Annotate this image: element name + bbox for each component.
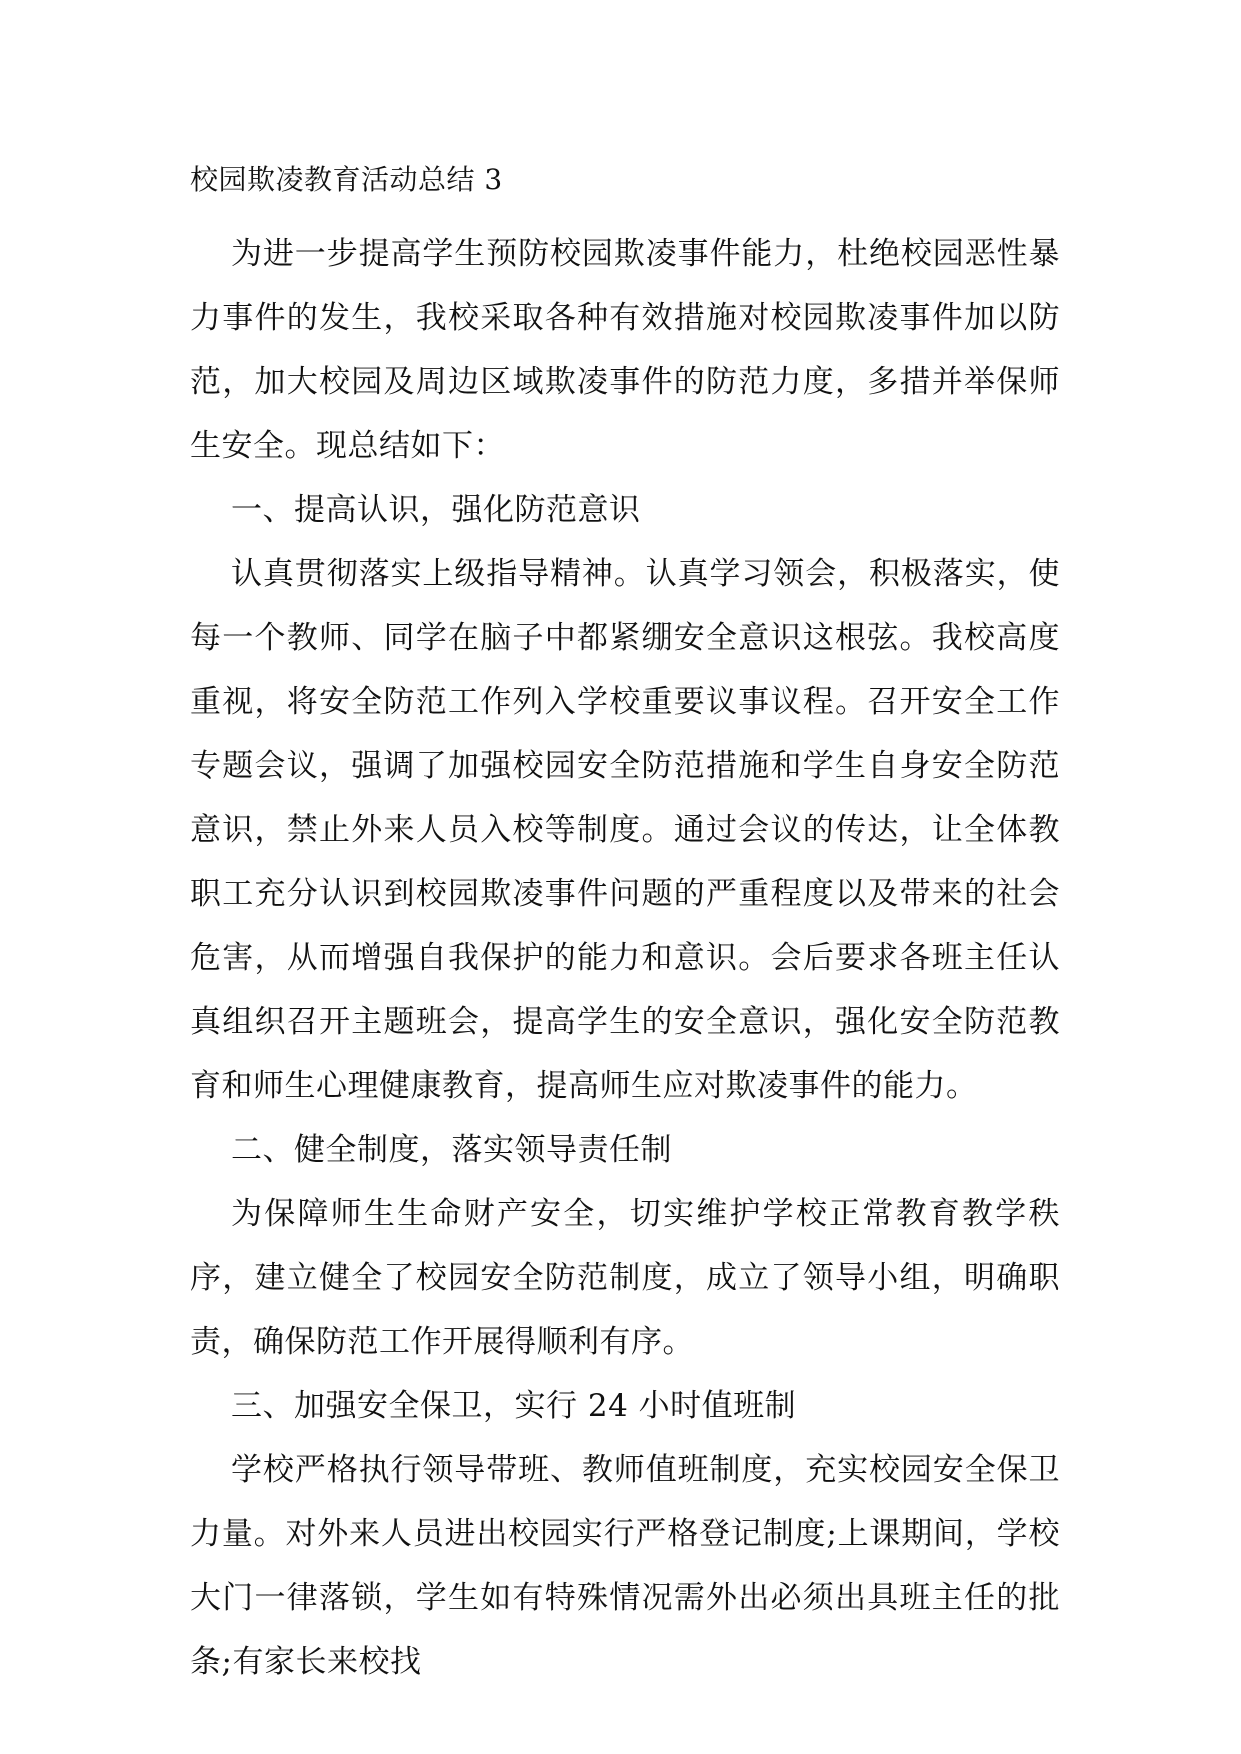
section-heading-3: 三、加强安全保卫，实行 24 小时值班制 xyxy=(231,1388,797,1424)
document-body xyxy=(190,160,1060,1694)
section-heading-1: 一、提高认识，强化防范意识 xyxy=(231,492,641,528)
section-body-3: 学校严格执行领导带班、教师值班制度，充实校园安全保卫力量。对外来人员进出校园实行严格登记制度;上课期间，学校大门一律落锁，学生如有特殊情况需外出必须出具班主任的批条;有家长来校找 xyxy=(190,1452,1060,1680)
intro-paragraph: 为进一步提高学生预防校园欺凌事件能力，杜绝校园恶性暴力事件的发生，我校采取各种有效措施对校园欺凌事件加以防范，加大校园及周边区域欺凌事件的防范力度，多措并举保师生安全。现总结如下： xyxy=(190,236,1060,464)
section-body-2: 为保障师生生命财产安全，切实维护学校正常教育教学秩序，建立健全了校园安全防范制度，成立了领导小组，明确职责，确保防范工作开展得顺利有序。 xyxy=(190,1196,1060,1360)
document-title: 校园欺凌教育活动总结 3 xyxy=(190,163,503,196)
section-heading-2: 二、健全制度，落实领导责任制 xyxy=(231,1132,672,1168)
section-body-1: 认真贯彻落实上级指导精神。认真学习领会，积极落实，使每一个教师、同学在脑子中都紧绷安全意识这根弦。我校高度重视，将安全防范工作列入学校重要议事议程。召开安全工作专题会议，强调了加强校园安全防范措施和学生自身安全防范意识，禁止外来人员入校等制度。通过会议的传达，让全体教职工充分认识到校园欺凌事件问题的严重程度以及带来的社会危害，从而增强自我保护的能力和意识。会后要求各班主任认真组织召开主题班会，提高学生的安全意识，强化安全防范教育和师生心理健康教育，提高师生应对欺凌事件的能力。 xyxy=(190,556,1060,1104)
